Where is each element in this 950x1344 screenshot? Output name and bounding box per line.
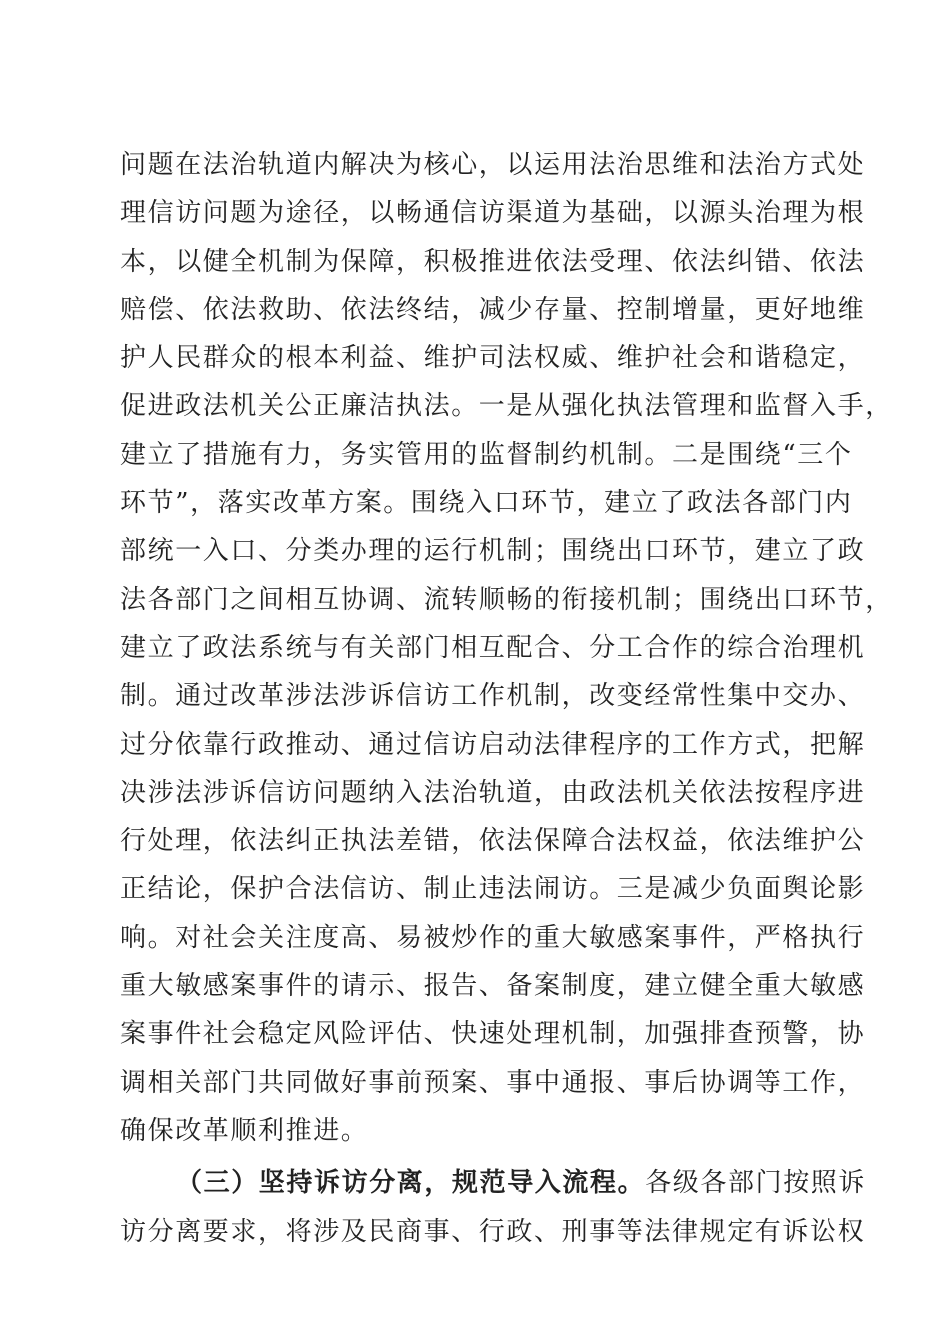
text-line: 重大敏感案事件的请示、报告、备案制度，建立健全重大敏感 bbox=[120, 971, 866, 1002]
paragraph-1 bbox=[120, 141, 893, 1155]
section-heading: （三）坚持诉访分离，规范导入流程。 bbox=[176, 1168, 646, 1199]
text-line: 调相关部门共同做好事前预案、事中通报、事后协调等工作， bbox=[120, 1067, 866, 1098]
text-line: 访分离要求，将涉及民商事、行政、刑事等法律规定有诉讼权 bbox=[120, 1216, 866, 1247]
text-line: 案事件社会稳定风险评估、快速处理机制，加强排查预警，协 bbox=[120, 1019, 866, 1050]
paragraph-2-first-line bbox=[120, 1159, 867, 1207]
text-line: 部统一入口、分类办理的运行机制；围绕出口环节，建立了政 bbox=[120, 536, 866, 567]
text-line: 促进政法机关公正廉洁执法。一是从强化执法管理和监督入手， bbox=[120, 391, 893, 422]
text-run: 各级各部门按照诉 bbox=[645, 1168, 867, 1199]
text-line: 法各部门之间相互协调、流转顺畅的衔接机制；围绕出口环节， bbox=[120, 584, 893, 615]
text-line: 建立了政法系统与有关部门相互配合、分工合作的综合治理机 bbox=[120, 632, 866, 663]
text-line: 过分依靠行政推动、通过信访启动法律程序的工作方式，把解 bbox=[120, 729, 866, 760]
text-line: 赔偿、依法救助、依法终结，减少存量、控制增量，更好地维 bbox=[120, 294, 866, 325]
body-text bbox=[120, 141, 893, 1256]
text-line: 本，以健全机制为保障，积极推进依法受理、依法纠错、依法 bbox=[120, 246, 866, 277]
paragraph-2 bbox=[120, 1159, 867, 1256]
text-line: 护人民群众的根本利益、维护司法权威、维护社会和谐稳定， bbox=[120, 343, 866, 374]
text-line: 理信访问题为途径，以畅通信访渠道为基础，以源头治理为根 bbox=[120, 198, 866, 229]
text-line: 决涉法涉诉信访问题纳入法治轨道，由政法机关依法按程序进 bbox=[120, 777, 866, 808]
text-line: 环节”，落实改革方案。围绕入口环节，建立了政法各部门内 bbox=[120, 488, 853, 519]
text-line: 建立了措施有力，务实管用的监督制约机制。二是围绕“三个 bbox=[120, 439, 853, 470]
text-line: 行处理，依法纠正执法差错，依法保障合法权益，依法维护公 bbox=[120, 826, 866, 857]
text-line: 制。通过改革涉法涉诉信访工作机制，改变经常性集中交办、 bbox=[120, 681, 866, 712]
text-line: 确保改革顺利推进。 bbox=[120, 1115, 369, 1146]
text-line: 正结论，保护合法信访、制止违法闹访。三是减少负面舆论影 bbox=[120, 874, 866, 905]
text-line: 响。对社会关注度高、易被炒作的重大敏感案事件，严格执行 bbox=[120, 922, 866, 953]
text-line: 问题在法治轨道内解决为核心，以运用法治思维和法治方式处 bbox=[120, 150, 866, 180]
